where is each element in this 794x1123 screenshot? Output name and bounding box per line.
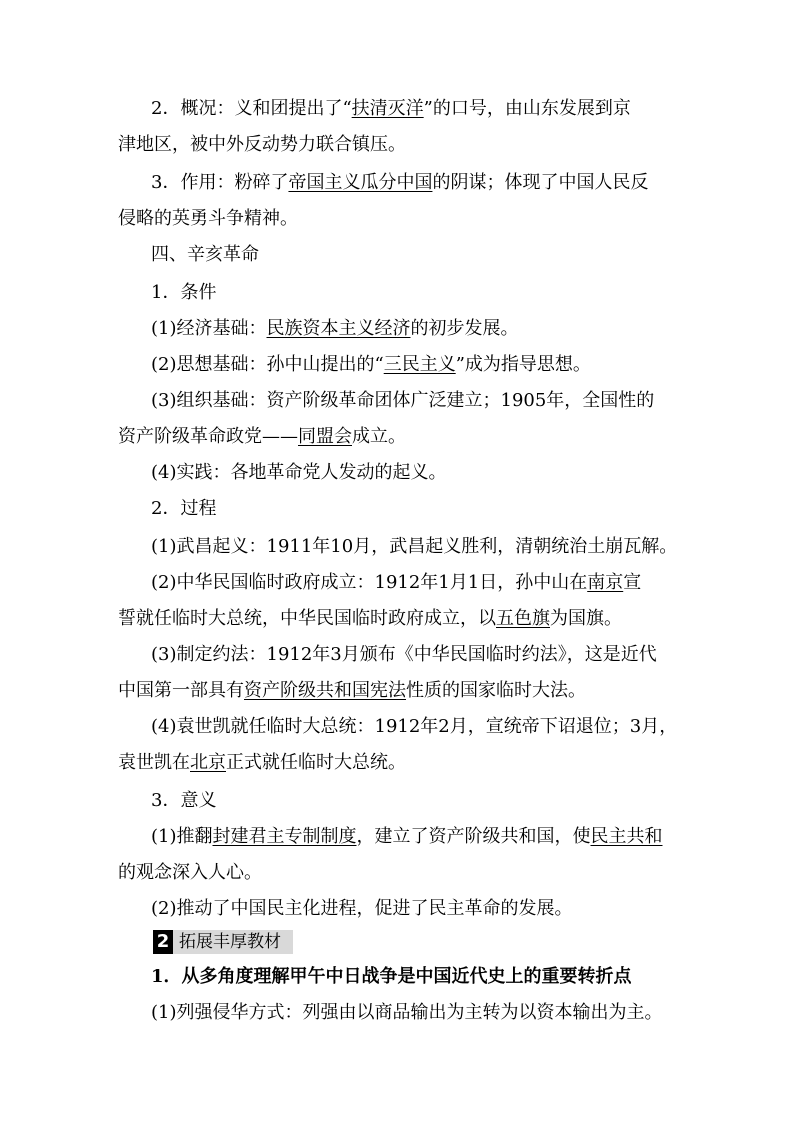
text-line: (3)组织基础：资产阶级革命团体广泛建立；1905年，全国性的 <box>151 390 655 411</box>
sub-heading: 1．条件 <box>151 282 217 303</box>
text-line: 津地区，被中外反动势力联合镇压。 <box>118 134 406 155</box>
text-line: (2)思想基础：孙中山提出的“三民主义”成为指导思想。 <box>151 354 591 375</box>
section-banner <box>153 930 293 954</box>
text-line: (2)中华民国临时政府成立：1912年1月1日，孙中山在南京宣 <box>151 572 642 593</box>
sub-heading: 2．过程 <box>151 498 217 519</box>
text-line: (1)武昌起义：1911年10月，武昌起义胜利，清朝统治土崩瓦解。 <box>151 536 678 557</box>
banner-label: 拓展丰厚教材 <box>173 930 293 954</box>
text-line: 3．作用：粉碎了帝国主义瓜分中国的阴谋；体现了中国人民反 <box>151 172 649 193</box>
text-line: (4)袁世凯就任临时大总统：1912年2月，宣统帝下诏退位；3月， <box>151 716 678 737</box>
banner-number: 2 <box>153 930 173 954</box>
sub-heading: 3．意义 <box>151 790 217 811</box>
text-line: (4)实践：各地革命党人发动的起义。 <box>151 462 447 483</box>
text-line: 侵略的英勇斗争精神。 <box>118 208 298 229</box>
text-line: (2)推动了中国民主化进程，促进了民主革命的发展。 <box>151 898 573 919</box>
text-line: 的观念深入人心。 <box>118 862 262 883</box>
text-line: (1)列强侵华方式：列强由以商品输出为主转为以资本输出为主。 <box>151 1002 663 1023</box>
text-line: (1)经济基础：民族资本主义经济的初步发展。 <box>151 318 519 339</box>
text-line: 资产阶级革命政党——同盟会成立。 <box>118 426 406 447</box>
text-line: 袁世凯在北京正式就任临时大总统。 <box>118 752 406 773</box>
text-line: (3)制定约法：1912年3月颁布《中华民国临时约法》，这是近代 <box>151 644 657 665</box>
section-heading: 四、辛亥革命 <box>151 244 259 265</box>
bold-heading: 1．从多角度理解甲午中日战争是中国近代史上的重要转折点 <box>151 966 632 987</box>
text-line: (1)推翻封建君主专制制度，建立了资产阶级共和国，使民主共和 <box>151 826 663 847</box>
text-line: 2．概况：义和团提出了“扶清灭洋”的口号，由山东发展到京 <box>151 98 631 119</box>
text-line: 中国第一部具有资产阶级共和国宪法性质的国家临时大法。 <box>118 680 586 701</box>
text-line: 誓就任临时大总统，中华民国临时政府成立，以五色旗为国旗。 <box>118 608 622 629</box>
